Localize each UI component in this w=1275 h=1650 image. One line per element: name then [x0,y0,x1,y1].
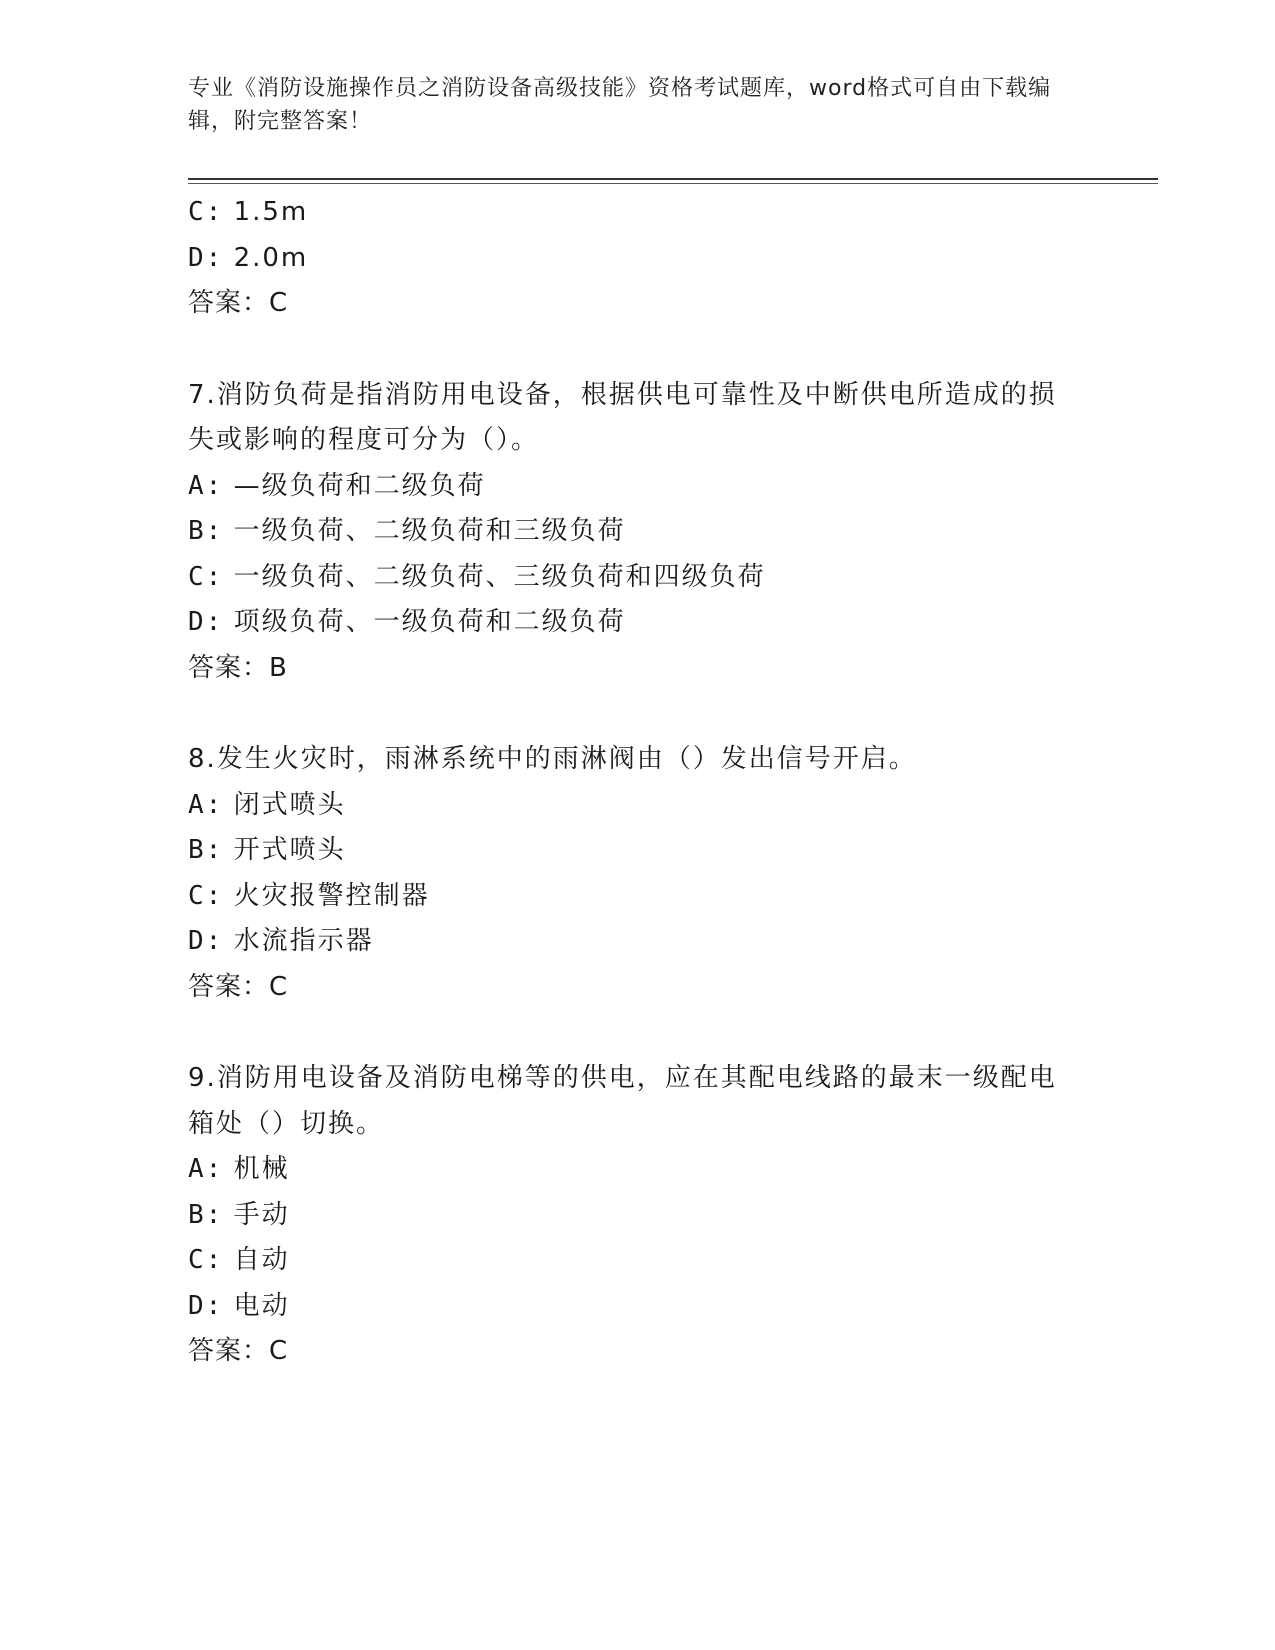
question-8 [188,737,1088,1010]
question-stem: 9.消防用电设备及消防电梯等的供电，应在其配电线路的最末一级配电箱处（）切换。 [188,1063,1057,1139]
option-text: 水流指示器 [233,926,374,956]
option-text: 开式喷头 [233,835,346,865]
option-a [188,1147,1088,1193]
option-letter: C: [188,197,224,227]
document-body [188,190,1088,1375]
option-c [188,190,1088,236]
answer: 答案：C [188,1336,289,1366]
option-letter: A: [188,470,224,501]
option-d [188,919,1088,965]
option-d [188,236,1088,282]
header-rule-thin [188,183,1158,184]
option-text: 一级负荷、二级负荷和三级负荷 [233,516,626,546]
option-c [188,1238,1088,1284]
option-text: 火灾报警控制器 [233,880,430,911]
option-b [188,1193,1088,1239]
question-6-continuation [188,190,1088,327]
option-c [188,874,1088,920]
option-letter: A: [188,1154,224,1184]
option-c [188,555,1088,601]
option-letter: C: [188,561,224,592]
answer: 答案：C [188,971,289,1002]
spacer [188,327,1088,373]
option-a [188,464,1088,510]
option-text: 电动 [233,1290,290,1321]
question-9 [188,1056,1088,1375]
option-letter: A: [188,789,224,820]
answer: 答案：C [188,288,289,318]
option-a [188,783,1088,829]
option-letter: D: [188,926,224,956]
option-text: 1.5m [233,197,309,227]
option-letter: D: [188,242,224,273]
option-d [188,600,1088,646]
option-text: 2.0m [233,242,309,273]
header-rule-thick [188,178,1158,180]
question-stem: 8.发生火灾时，雨淋系统中的雨淋阀由（）发出信号开启。 [188,744,917,774]
option-letter: D: [188,607,224,637]
spacer [188,691,1088,737]
spacer [188,1010,1088,1056]
option-d [188,1284,1088,1330]
option-letter: B: [188,1199,224,1230]
option-text: 手动 [233,1199,290,1230]
question-stem: 7.消防负荷是指消防用电设备，根据供电可靠性及中断供电所造成的损失或影响的程度可分为（）。 [188,379,1057,455]
option-text: —级负荷和二级负荷 [233,470,486,501]
option-text: 一级负荷、二级负荷、三级负荷和四级负荷 [233,561,766,592]
option-letter: B: [188,516,224,546]
option-b [188,828,1088,874]
answer: 答案：B [188,652,288,683]
option-text: 机械 [233,1154,290,1184]
option-letter: C: [188,880,224,911]
option-letter: D: [188,1290,224,1321]
page-header: 专业《消防设施操作员之消防设备高级技能》资格考试题库，word格式可自由下载编辑，附完整答案！ [188,76,1052,134]
option-letter: B: [188,835,224,865]
option-text: 闭式喷头 [233,789,346,820]
option-letter: C: [188,1245,224,1275]
option-b [188,509,1088,555]
option-text: 项级负荷、一级负荷和二级负荷 [233,607,626,637]
option-text: 自动 [233,1245,290,1275]
question-7 [188,373,1088,692]
